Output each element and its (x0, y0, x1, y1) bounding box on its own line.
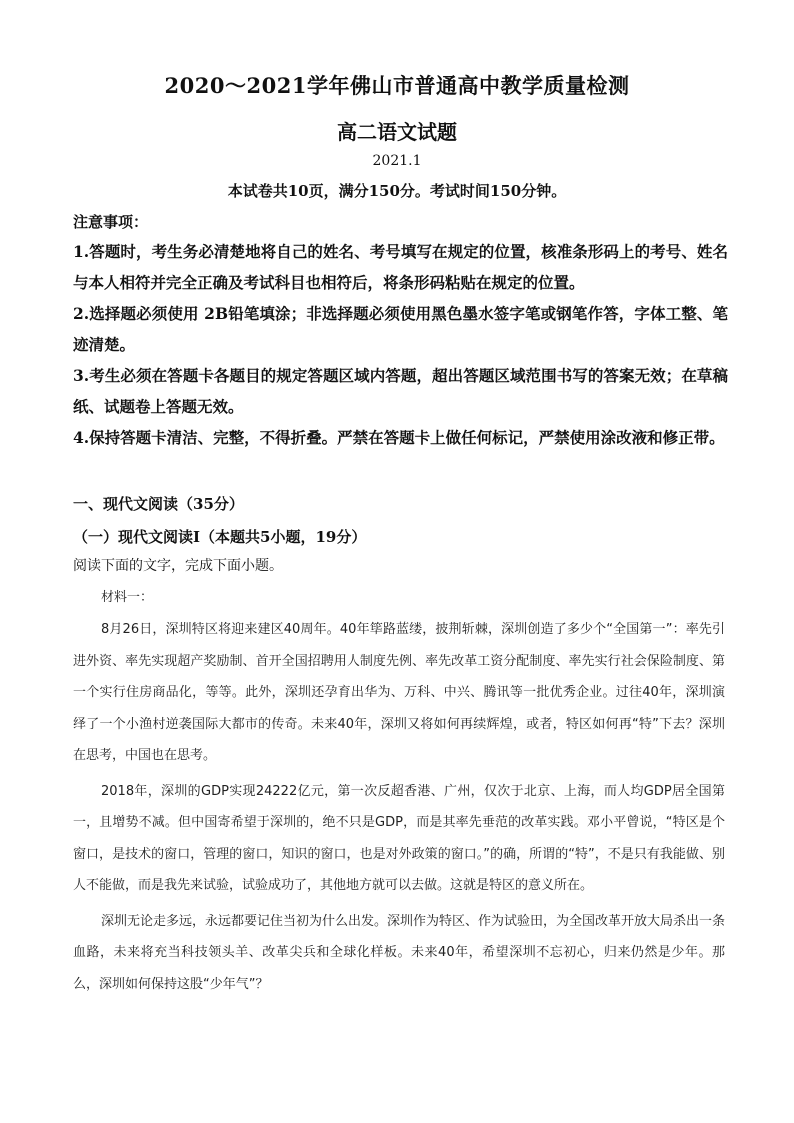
note-item-2: 2.选择题必须使用 2B铅笔填涂；非选择题必须使用黑色墨水签字笔或钢笔作答，字体工整、笔迹清楚。 (73, 304, 728, 354)
section-heading: 一、现代文阅读（35分） (73, 495, 244, 513)
note-item-4: 4.保持答题卡清洁、完整，不得折叠。严禁在答题卡上做任何标记，严禁使用涂改液和修正带。 (73, 428, 725, 447)
exam-info: 本试卷共10页，满分150分。考试时间150分钟。 (227, 182, 567, 200)
material-paragraph-1: 8月26日，深圳特区将迎来建区40周年。40年筚路蓝缕，披荆斩棘，深圳创造了多少个“全国第一”：率先引进外资、率先实现超产奖励制、首开全国招聘用人制度先例、率先改革工资分配制度、率先实行社会保险制度、第一个实行住房商品化，等等。此外，深圳还孕育出华为、万科、中兴、腾讯等一批优秀企业。过往40年，深圳演绎了一个小渔村逆袭国际大都市的传奇。未来40年，深圳又将如何再续辉煌，或者，特区如何再“特”下去？深圳在思考，中国也在思考。 (73, 622, 725, 763)
subsection-heading: （一）现代文阅读Ⅰ（本题共5小题，19分） (73, 528, 367, 546)
exam-subtitle: 高二语文试题 (337, 120, 457, 144)
exam-title: 2020～2021学年佛山市普通高中教学质量检测 (164, 73, 630, 98)
exam-date: 2021.1 (372, 153, 422, 169)
note-item-1: 1.答题时，考生务必清楚地将自己的姓名、考号填写在规定的位置，核准条形码上的考号、姓名与本人相符并完全正确及考试科目也相符后，将条形码粘贴在规定的位置。 (73, 242, 728, 292)
material-label: 材料一： (101, 590, 154, 605)
material-paragraph-3: 深圳无论走多远，永远都要记住当初为什么出发。深圳作为特区、作为试验田，为全国改革开放大局杀出一条血路，未来将充当科技领头羊、改革尖兵和全球化样板。未来40年，希望深圳不忘初心，归来仍然是少年。那么，深圳如何保持这股“少年气”？ (73, 913, 726, 992)
notes-block (73, 209, 728, 453)
note-item-3: 3.考生必须在答题卡各题目的规定答题区域内答题，超出答题区域范围书写的答案无效；在草稿纸、试题卷上答题无效。 (73, 366, 728, 416)
material-paragraph-2: 2018年，深圳的GDP实现24222亿元，第一次反超香港、广州，仅次于北京、上海，而人均GDP居全国第一，且增势不减。但中国寄希望于深圳的，绝不只是GDP，而是其率先垂范的改革实践。邓小平曾说，“特区是个窗口，是技术的窗口，管理的窗口，知识的窗口，也是对外政策的窗口。”的确，所谓的“特”，不是只有我能做、别人不能做，而是我先来试验，试验成功了，其他地方就可以去做。这就是特区的意义所在。 (73, 783, 725, 893)
reading-instruction: 阅读下面的文字，完成下面小题。 (73, 558, 283, 574)
material-block (73, 586, 725, 1000)
notes-heading: 注意事项： (73, 213, 149, 231)
